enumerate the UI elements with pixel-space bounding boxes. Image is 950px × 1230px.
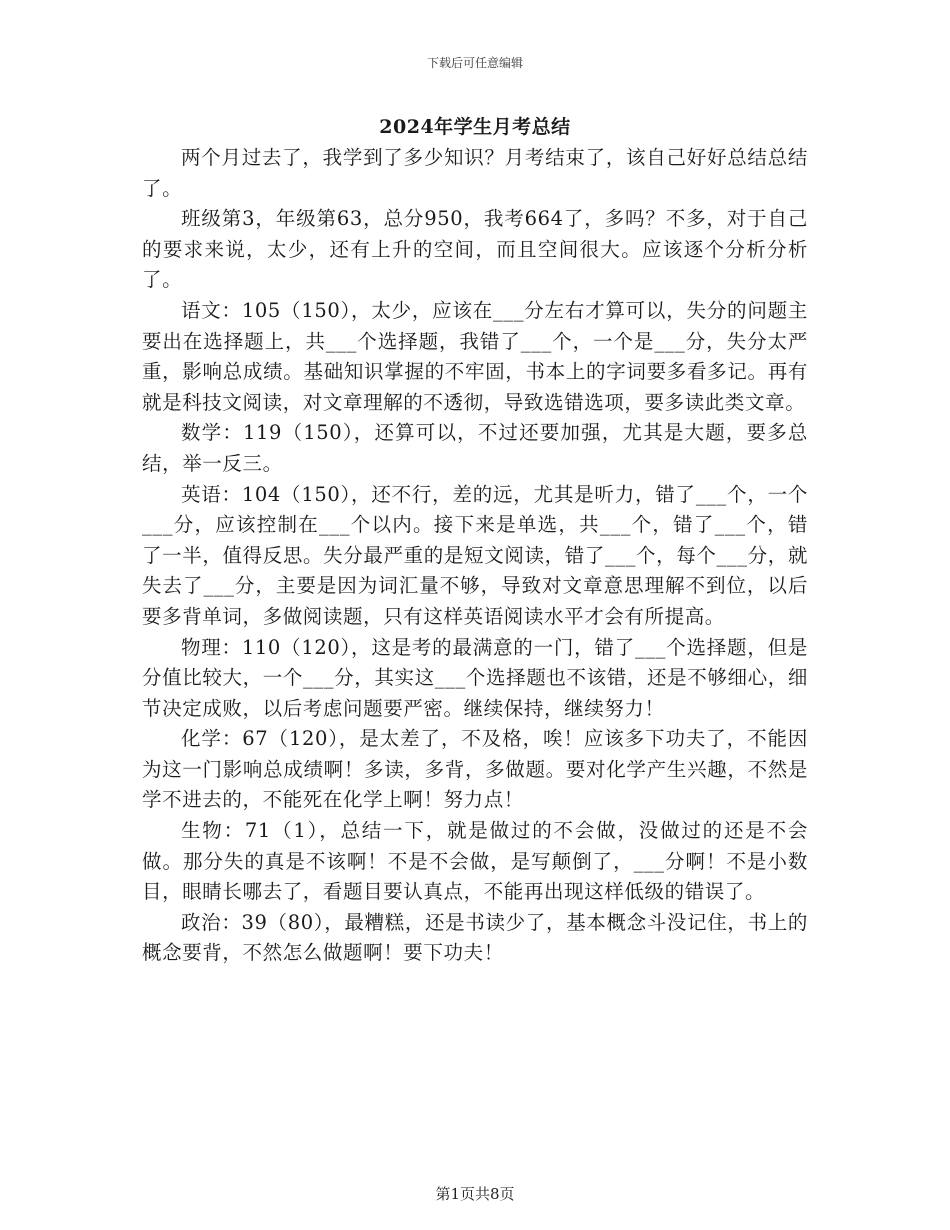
page-indicator: 第1页共8页: [435, 1185, 515, 1203]
paragraph-politics: 政治：39（80），最糟糕，还是书读少了，基本概念斗没记住，书上的概念要背，不然怎么做题啊！要下功夫！: [142, 910, 808, 965]
paragraph-math: 数学：119（150），还算可以，不过还要加强，尤其是大题，要多总结，举一反三。: [142, 421, 808, 475]
document-body: [142, 143, 808, 969]
paragraph-biology: 生物：71（1），总结一下，就是做过的不会做，没做过的还是不会做。那分失的真是不该啊！不是不会做，是写颠倒了，___分啊！不是小数目，眼睛长哪去了，看题目要认真点，不能再出现这样低级的错误了。: [142, 819, 808, 904]
paragraph-english: 英语：104（150），还不行，差的远，尤其是听力，错了___个，一个___分，应该控制在___个以内。接下来是单选，共___个，错了___个，错了一半，值得反思。失分最严重的是短文阅读，错了___个，每个___分，就失去了___分，主要是因为词汇量不够，导致对文章意思理解不到位，以后要多背单词，多做阅读题，只有这样英语阅读水平才会有所提高。: [142, 482, 808, 628]
document-title: 2024年学生月考总结: [379, 116, 571, 138]
paragraph-intro: 两个月过去了，我学到了多少知识？月考结束了，该自己好好总结总结了。: [142, 146, 808, 200]
paragraph-overall-score: 班级第3，年级第63，总分950，我考664了，多吗？不多，对于自己的要求来说，太少，还有上升的空间，而且空间很大。应该逐个分析分析了。: [142, 207, 808, 292]
paragraph-chemistry: 化学：67（120），是太差了，不及格，唉！应该多下功夫了，不能因为这一门影响总成绩啊！多读，多背，多做题。要对化学产生兴趣，不然是学不进去的，不能死在化学上啊！努力点！: [142, 727, 808, 812]
paragraph-physics: 物理：110（120），这是考的最满意的一门，错了___个选择题，但是分值比较大，一个___分，其实这___个选择题也不该错，还是不够细心，细节决定成败，以后考虑问题要严密。继续保持，继续努力！: [142, 635, 808, 720]
paragraph-chinese: 语文：105（150），太少，应该在___分左右才算可以，失分的问题主要出在选择题上，共___个选择题，我错了___个，一个是___分，失分太严重，影响总成绩。基础知识掌握的不牢固，书本上的字词要多看多记。再有就是科技文阅读，对文章理解的不透彻，导致选错选项，要多读此类文章。: [142, 298, 808, 414]
header-note: 下载后可任意编辑: [426, 56, 523, 70]
